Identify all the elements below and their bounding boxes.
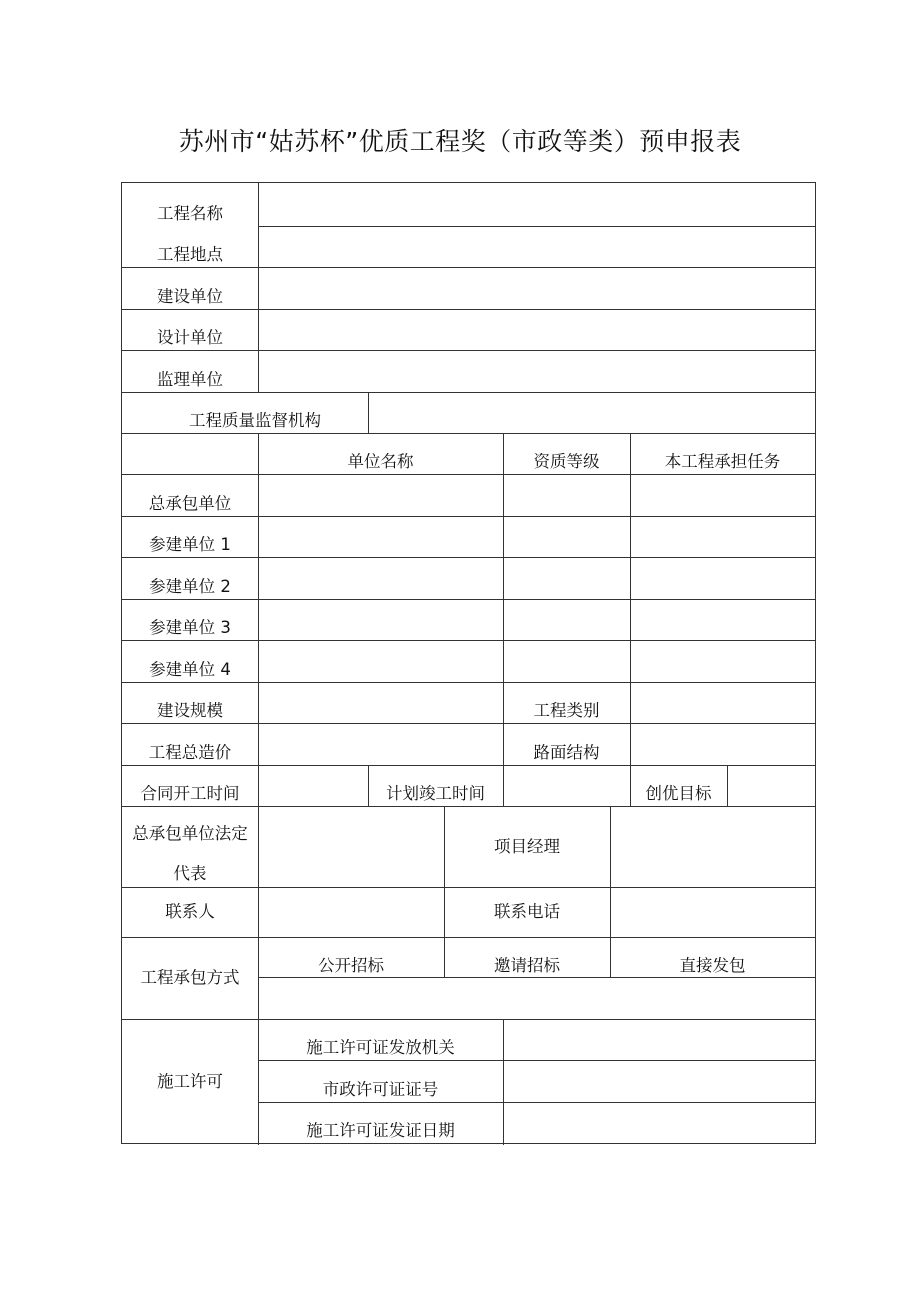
label-planned-completion-time: 计划竣工时间 — [386, 784, 485, 803]
label-contact-phone: 联系电话 — [494, 902, 560, 921]
label-design-unit: 设计单位 — [157, 328, 223, 347]
column-divider — [258, 433, 259, 765]
row-divider — [122, 350, 815, 351]
row-divider — [122, 474, 815, 475]
row-divider — [122, 937, 815, 938]
label-general-contractor: 总承包单位 — [148, 494, 232, 513]
column-divider — [258, 183, 259, 392]
row-divider — [122, 887, 815, 888]
label-pavement-structure: 路面结构 — [533, 743, 600, 762]
row-divider — [122, 765, 815, 766]
row-divider — [122, 557, 815, 558]
label-contracting-method: 工程承包方式 — [140, 968, 240, 987]
label-permit-issuing-authority: 施工许可证发放机关 — [306, 1038, 455, 1057]
row-divider — [122, 309, 815, 310]
row-divider — [122, 1019, 815, 1020]
label-contact-person: 联系人 — [165, 902, 215, 921]
label-excellence-target: 创优目标 — [645, 784, 712, 803]
option-invited-tender: 邀请招标 — [494, 956, 560, 975]
label-participant-3: 参建单位 3 — [149, 618, 231, 637]
label-legal-representative-line2: 代表 — [173, 864, 207, 883]
column-divider — [258, 765, 259, 806]
column-divider — [727, 765, 728, 806]
application-form — [121, 182, 816, 1144]
column-divider — [444, 806, 445, 977]
label-municipal-permit-number: 市政许可证证号 — [322, 1080, 439, 1099]
column-divider — [503, 1019, 504, 1145]
row-divider — [122, 640, 815, 641]
label-contract-start-time: 合同开工时间 — [140, 784, 240, 803]
row-divider — [258, 1060, 815, 1061]
label-supervision-unit: 监理单位 — [157, 370, 223, 389]
option-direct-contract: 直接发包 — [679, 956, 746, 975]
label-project-category: 工程类别 — [533, 701, 600, 720]
header-qualification-level: 资质等级 — [533, 452, 600, 471]
row-divider — [122, 267, 815, 268]
row-divider — [258, 226, 815, 227]
label-participant-2: 参建单位 2 — [149, 577, 231, 596]
column-divider — [610, 806, 611, 977]
column-divider — [630, 433, 631, 765]
label-project-name: 工程名称 — [157, 204, 223, 223]
row-divider — [122, 392, 815, 393]
row-divider — [122, 806, 815, 807]
column-divider — [368, 392, 369, 433]
label-participant-4: 参建单位 4 — [149, 660, 231, 679]
label-construction-scale: 建设规模 — [157, 701, 223, 720]
header-unit-name: 单位名称 — [347, 452, 414, 471]
page-title: 苏州市“姑苏杯”优质工程奖（市政等类）预申报表 — [178, 127, 742, 156]
label-construction-unit: 建设单位 — [157, 287, 223, 306]
label-permit-issue-date: 施工许可证发证日期 — [306, 1121, 455, 1140]
label-total-cost: 工程总造价 — [148, 743, 232, 762]
header-task-undertaken: 本工程承担任务 — [664, 452, 781, 471]
row-divider — [122, 723, 815, 724]
row-divider — [122, 682, 815, 683]
label-project-manager: 项目经理 — [494, 837, 560, 856]
option-open-tender: 公开招标 — [318, 956, 384, 975]
label-participant-1: 参建单位 1 — [149, 535, 231, 554]
row-divider — [258, 1102, 815, 1103]
label-legal-representative-line1: 总承包单位法定 — [132, 824, 248, 843]
row-divider — [122, 599, 815, 600]
label-project-location: 工程地点 — [157, 245, 223, 264]
row-divider — [258, 977, 815, 978]
row-divider — [122, 516, 815, 517]
label-construction-permit: 施工许可 — [157, 1072, 223, 1091]
label-quality-supervision-agency: 工程质量监督机构 — [189, 411, 321, 430]
row-divider — [122, 433, 815, 434]
